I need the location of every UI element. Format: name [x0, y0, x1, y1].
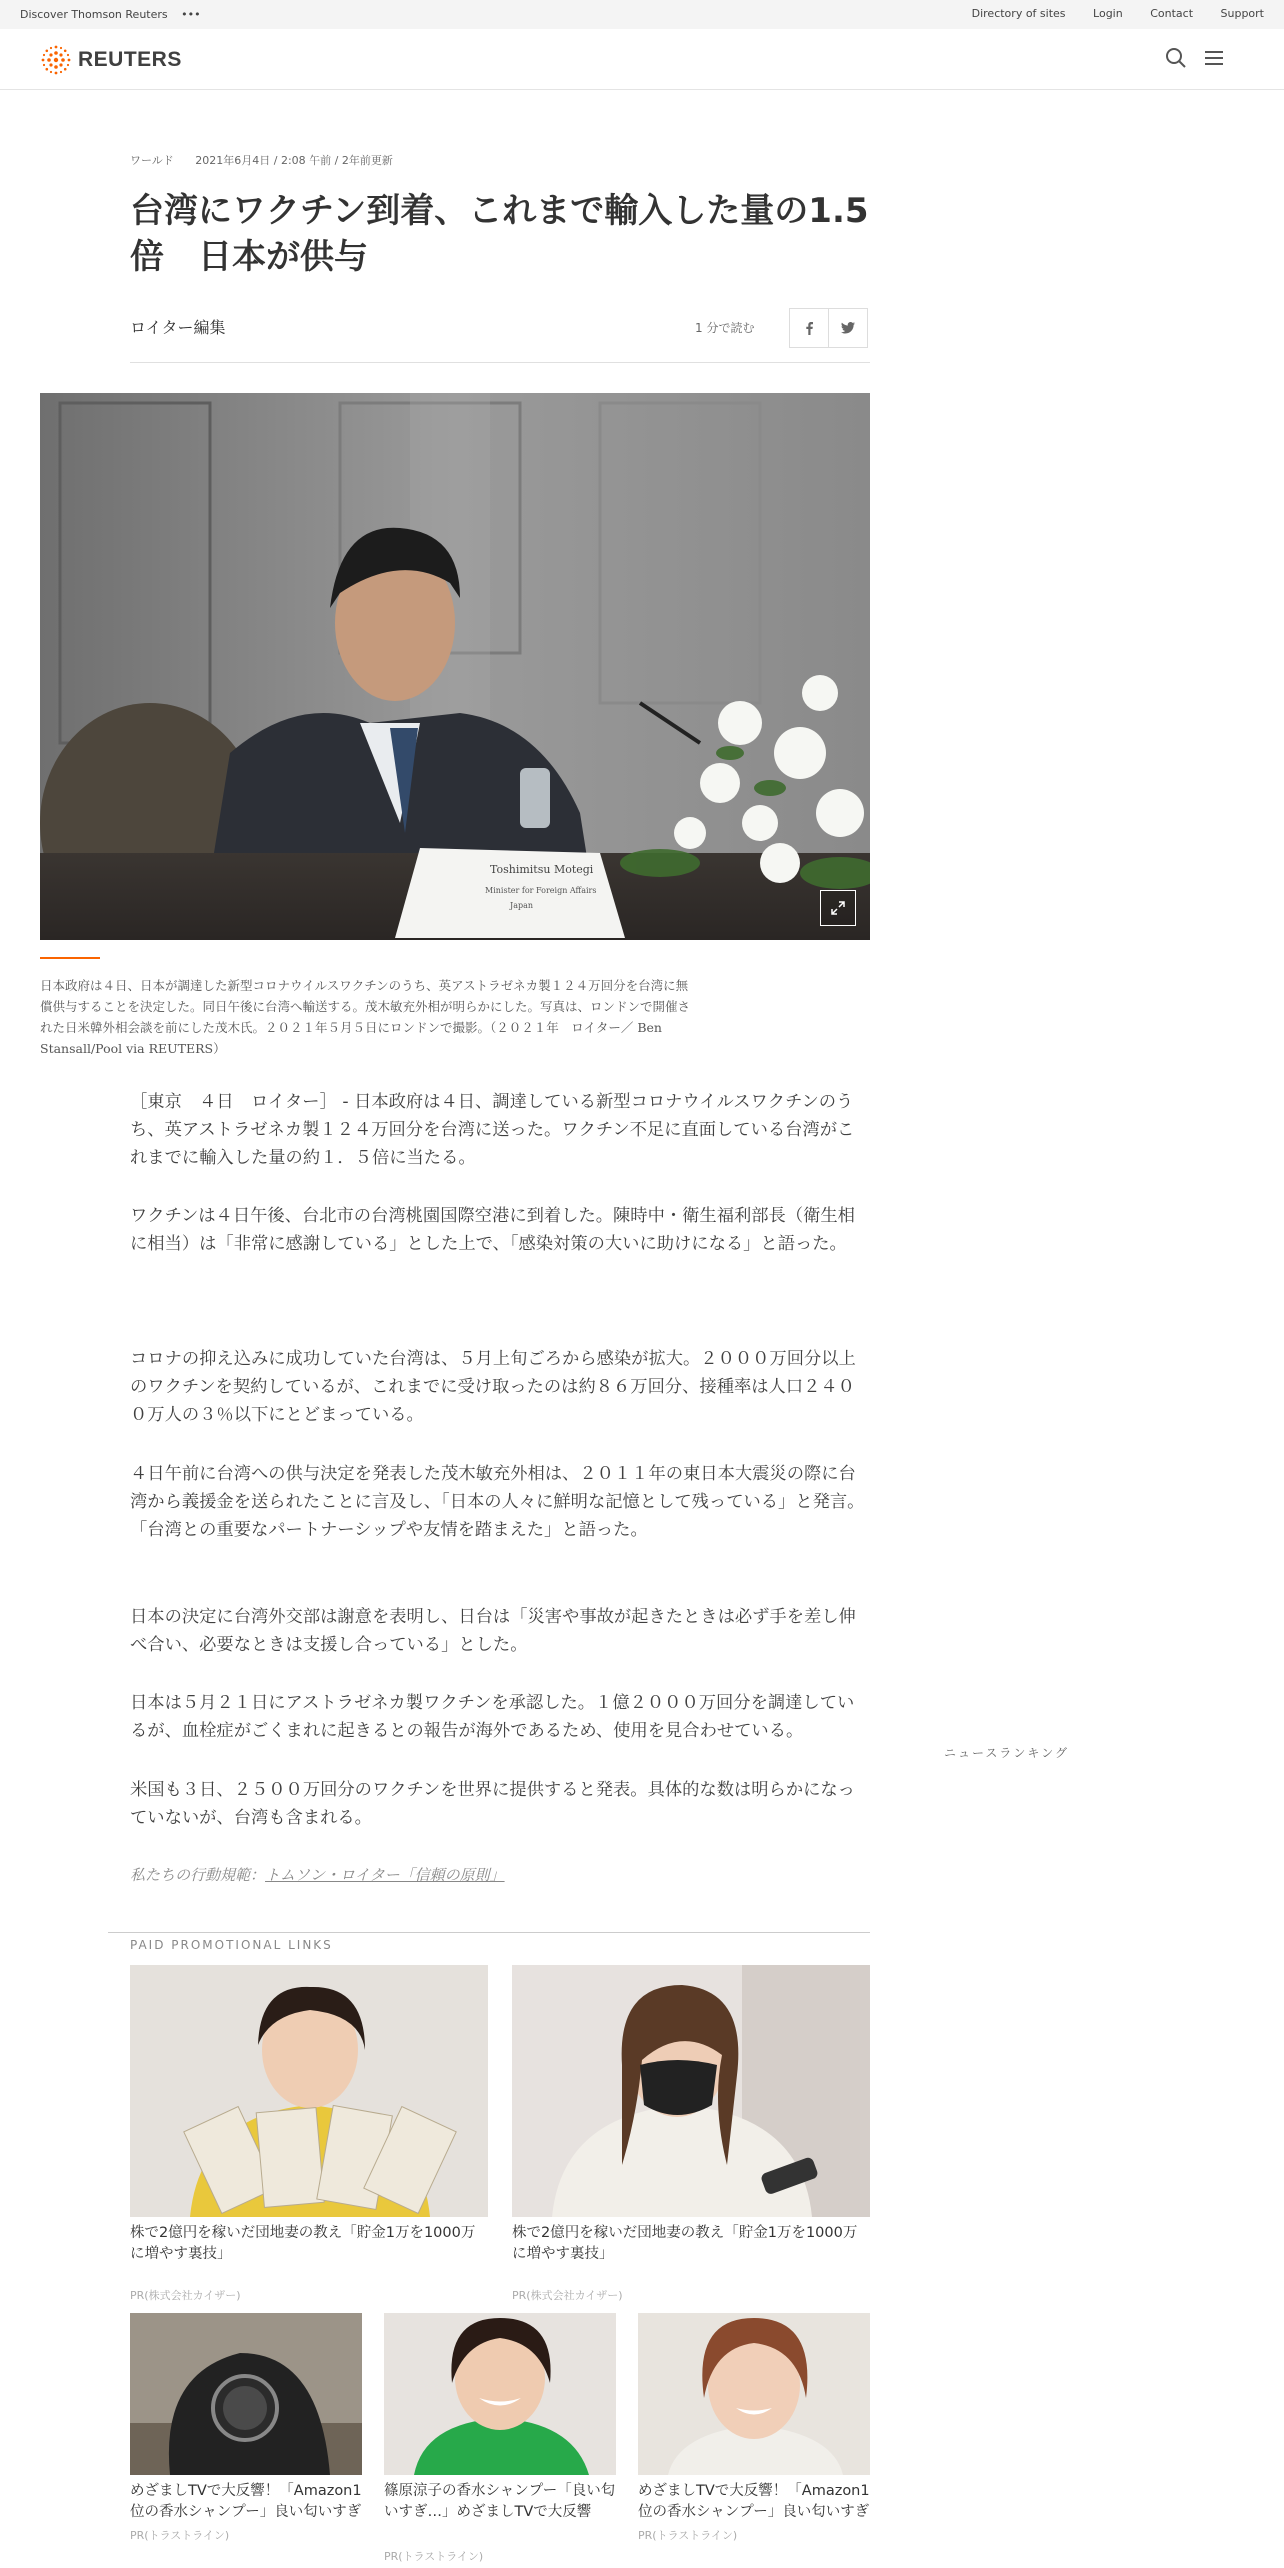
- promo-source: PR(トラストライン): [638, 2529, 738, 2542]
- promo-card[interactable]: [512, 1965, 870, 2303]
- trust-principles: [130, 1864, 505, 1885]
- more-dots-icon[interactable]: •••: [181, 8, 201, 21]
- article-date: 2021年6月4日 / 2:08 午前 / 2年前更新: [195, 154, 393, 167]
- support-link[interactable]: Support: [1220, 7, 1264, 20]
- caption-accent-rule: [40, 957, 100, 959]
- promo-title[interactable]: 株で2億円を稼いだ団地妻の教え「貯金1万を1000万に増やす裏技」: [512, 2225, 858, 2262]
- top-bar: [0, 0, 1284, 29]
- paragraph: 米国も３日、２５００万回分のワクチンを世界に提供すると発表。具体的な数は明らかになっていないが、台湾も含まれる。: [130, 1780, 855, 1828]
- promo-thumbnail[interactable]: [130, 1965, 488, 2217]
- promo-thumbnail[interactable]: [130, 2313, 362, 2475]
- reuters-logo-icon: [40, 44, 72, 76]
- login-link[interactable]: Login: [1093, 7, 1123, 20]
- byline: ロイター編集: [130, 318, 226, 337]
- read-time: 1 分で読む: [695, 321, 755, 335]
- brand-name: REUTERS: [78, 48, 182, 71]
- promo-source: PR(株式会社カイザー): [130, 2289, 241, 2302]
- paragraph: 日本は５月２１日にアストラゼネカ製ワクチンを承認した。１億２０００万回分を調達しているが、血栓症がごくまれに起きるとの報告が海外であるため、使用を見合わせている。: [130, 1693, 855, 1741]
- share-buttons: [789, 308, 868, 348]
- promo-card[interactable]: [384, 2313, 616, 2564]
- divider: [130, 362, 870, 363]
- name-card-name: Toshimitsu Motegi: [490, 863, 594, 876]
- article-meta: [130, 152, 411, 168]
- discover-link[interactable]: Discover Thomson Reuters: [20, 8, 168, 21]
- reuters-logo[interactable]: [40, 44, 182, 76]
- paragraph: コロナの抑え込みに成功していた台湾は、５月上旬ごろから感染が拡大。２０００万回分以上のワクチンを契約しているが、これまでに受け取ったのは約８６万回分、接種率は人口２４００万人の３％以下にとどまっている。: [130, 1349, 856, 1425]
- search-icon[interactable]: [1164, 46, 1188, 70]
- promo-title[interactable]: 株で2億円を稼いだ団地妻の教え「貯金1万を1000万に増やす裏技」: [130, 2225, 476, 2262]
- promo-label: PAID PROMOTIONAL LINKS: [130, 1938, 333, 1952]
- promo-title[interactable]: めざましTVで大反響！「Amazon1位の香水シャンプー」良い匂いすぎ: [130, 2483, 362, 2520]
- paragraph: ［東京 ４日 ロイター］ - 日本政府は４日、調達している新型コロナウイルスワクチンのうち、英アストラゼネカ製１２４万回分を台湾に送った。ワクチン不足に直面している台湾がこれまでに輸入した量の約１．５倍に当たる。: [130, 1092, 855, 1168]
- news-ranking-label: ニュースランキング: [944, 1746, 1070, 1760]
- contact-link[interactable]: Contact: [1150, 7, 1194, 20]
- article-title: 台湾にワクチン到着、これまで輸入した量の1.5倍 日本が供与: [130, 191, 869, 277]
- promo-card[interactable]: [638, 2313, 870, 2543]
- promo-card[interactable]: [130, 1965, 488, 2303]
- expand-icon: [830, 900, 846, 916]
- name-card-country: Japan: [510, 901, 534, 910]
- paragraph: ４日午前に台湾への供与決定を発表した茂木敏充外相は、２０１１年の東日本大震災の際に台湾から義援金を送られたことに言及し、「日本の人々に鮮明な記憶として残っている」と発言。「台湾との重要なパートナーシップや友情を踏まえた」と語った。: [130, 1464, 865, 1540]
- promo-source: PR(株式会社カイザー): [512, 2289, 623, 2302]
- promo-source: PR(トラストライン): [130, 2529, 230, 2542]
- hero-photo: [40, 393, 870, 940]
- section-link[interactable]: ワールド: [130, 154, 174, 167]
- promo-thumbnail[interactable]: [384, 2313, 616, 2475]
- principles-link[interactable]: トムソン・ロイター「信頼の原則」: [265, 1866, 505, 1884]
- expand-image-button[interactable]: [820, 890, 856, 926]
- promo-source: PR(トラストライン): [384, 2550, 484, 2563]
- promo-card[interactable]: [130, 2313, 362, 2543]
- paragraph: ワクチンは４日午後、台北市の台湾桃園国際空港に到着した。陳時中・衛生福利部長（衛生相に相当）は「非常に感謝している」とした上で、「感染対策の大いに助けになる」と語った。: [130, 1206, 855, 1254]
- menu-icon[interactable]: [1202, 46, 1226, 70]
- name-card-role: Minister for Foreign Affairs: [485, 886, 597, 895]
- twitter-icon: [841, 322, 855, 334]
- main-nav: [0, 29, 1284, 90]
- paragraph: 日本の決定に台湾外交部は謝意を表明し、日台は「災害や事故が起きたときは必ず手を差し伸べ合い、必要なときは支援し合っている」とした。: [130, 1607, 856, 1655]
- hero-image: [40, 393, 870, 940]
- image-caption: 日本政府は４日、日本が調達した新型コロナウイルスワクチンのうち、英アストラゼネカ製１２４万回分を台湾に無償供与することを決定した。同日午後に台湾へ輸送する。茂木敏充外相が明らかにした。写真は、ロンドンで開催された日米韓外相会談を前にした茂木氏。２０２１年５月５日にロンドンで撮影。（２０２１年 ロイター／ Ben Stansall/Pool via REUTERS）: [40, 978, 691, 1056]
- twitter-share-button[interactable]: [828, 309, 867, 347]
- principles-prefix: 私たちの行動規範：: [130, 1866, 266, 1884]
- promo-thumbnail[interactable]: [512, 1965, 870, 2217]
- facebook-share-button[interactable]: [790, 309, 828, 347]
- promo-thumbnail[interactable]: [638, 2313, 870, 2475]
- directory-link[interactable]: Directory of sites: [971, 7, 1066, 20]
- promo-title[interactable]: 篠原涼子の香水シャンプー「良い匂いすぎ…」めざましTVで大反響: [384, 2483, 616, 2520]
- promo-title[interactable]: めざましTVで大反響！「Amazon1位の香水シャンプー」良い匂いすぎ: [638, 2483, 870, 2520]
- facebook-icon: [803, 321, 815, 335]
- promo-divider: [108, 1932, 870, 1933]
